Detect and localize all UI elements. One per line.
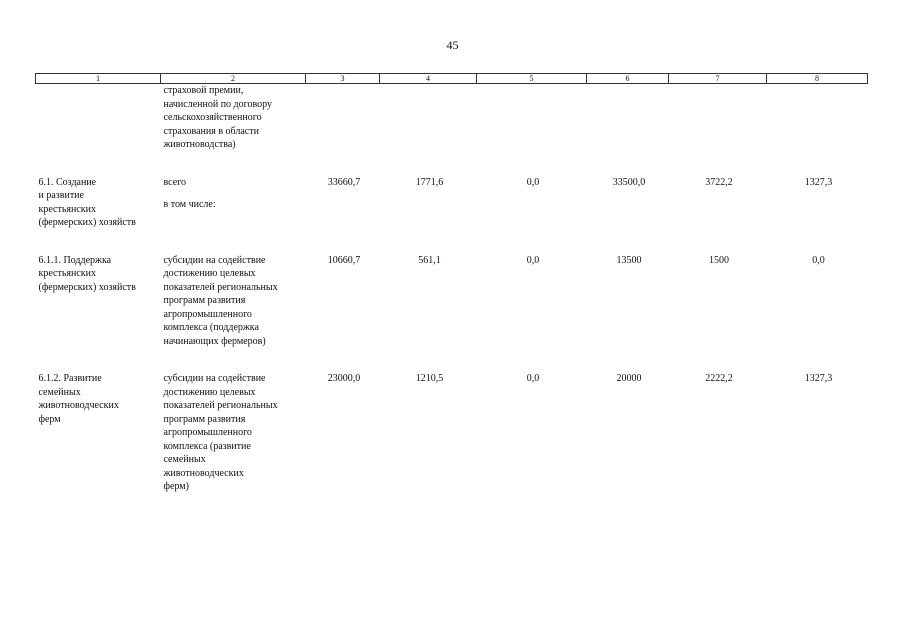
value-col4: 561,1 — [418, 254, 441, 266]
row-description: субсидии на содействие достижению целевых показателей региональных программ развития агропромышленного комплекса (развитие семейных животноводческих ферм) — [163, 373, 278, 492]
value-col5: 0,0 — [526, 176, 540, 188]
continuation-description: страховой премии, начисленной по договору сельскохозяйственного страхования в области животноводства) — [163, 85, 273, 150]
value-col4: 1771,6 — [415, 176, 444, 188]
value-col8: 1327,3 — [804, 176, 833, 188]
value-col6: 33500,0 — [612, 176, 646, 188]
table-row — [36, 176, 868, 230]
value-col8: 0,0 — [812, 254, 825, 266]
row-description-cell — [161, 176, 306, 230]
page-number: 45 — [446, 38, 459, 52]
row-note: в том числе: — [163, 199, 216, 210]
value-col7: 2222,2 — [705, 373, 733, 384]
value-col6: 20000 — [616, 373, 642, 384]
row-name: 6.1.1. Поддержка крестьянских (фермерских) хозяйств — [38, 254, 136, 293]
continuation-row — [36, 84, 868, 152]
column-header: 3 — [306, 74, 380, 84]
column-header: 6 — [587, 74, 669, 84]
column-header: 2 — [161, 74, 306, 84]
value-col8: 1327,3 — [804, 373, 833, 384]
value-col7: 1500 — [709, 254, 729, 266]
column-header: 5 — [477, 74, 587, 84]
table-row — [36, 254, 868, 349]
row-description: субсидии на содействие достижению целевых показателей региональных программ развития агропромышленного комплекса (поддержка начинающих фермеров) — [163, 254, 278, 347]
column-header: 1 — [36, 74, 161, 84]
value-col3: 10660,7 — [327, 254, 361, 266]
value-col4: 1210,5 — [415, 373, 444, 384]
value-col5: 0,0 — [526, 373, 540, 384]
value-col5: 0,0 — [526, 254, 540, 266]
column-header: 8 — [767, 74, 868, 84]
table-row — [36, 372, 868, 494]
row-name: 6.1.2. Развитие семейных животноводческих ферм — [38, 373, 119, 425]
value-col6: 13500 — [616, 254, 642, 266]
row-name: 6.1. Создание и развитие крестьянских (фермерских) хозяйств — [38, 176, 136, 228]
row-description: всего — [163, 176, 187, 188]
budget-table — [35, 73, 868, 494]
column-header: 4 — [380, 74, 477, 84]
column-header: 7 — [669, 74, 767, 84]
value-col3: 33660,7 — [327, 176, 361, 188]
value-col7: 3722,2 — [705, 176, 733, 188]
value-col3: 23000,0 — [327, 373, 361, 384]
column-number-row — [36, 74, 868, 84]
